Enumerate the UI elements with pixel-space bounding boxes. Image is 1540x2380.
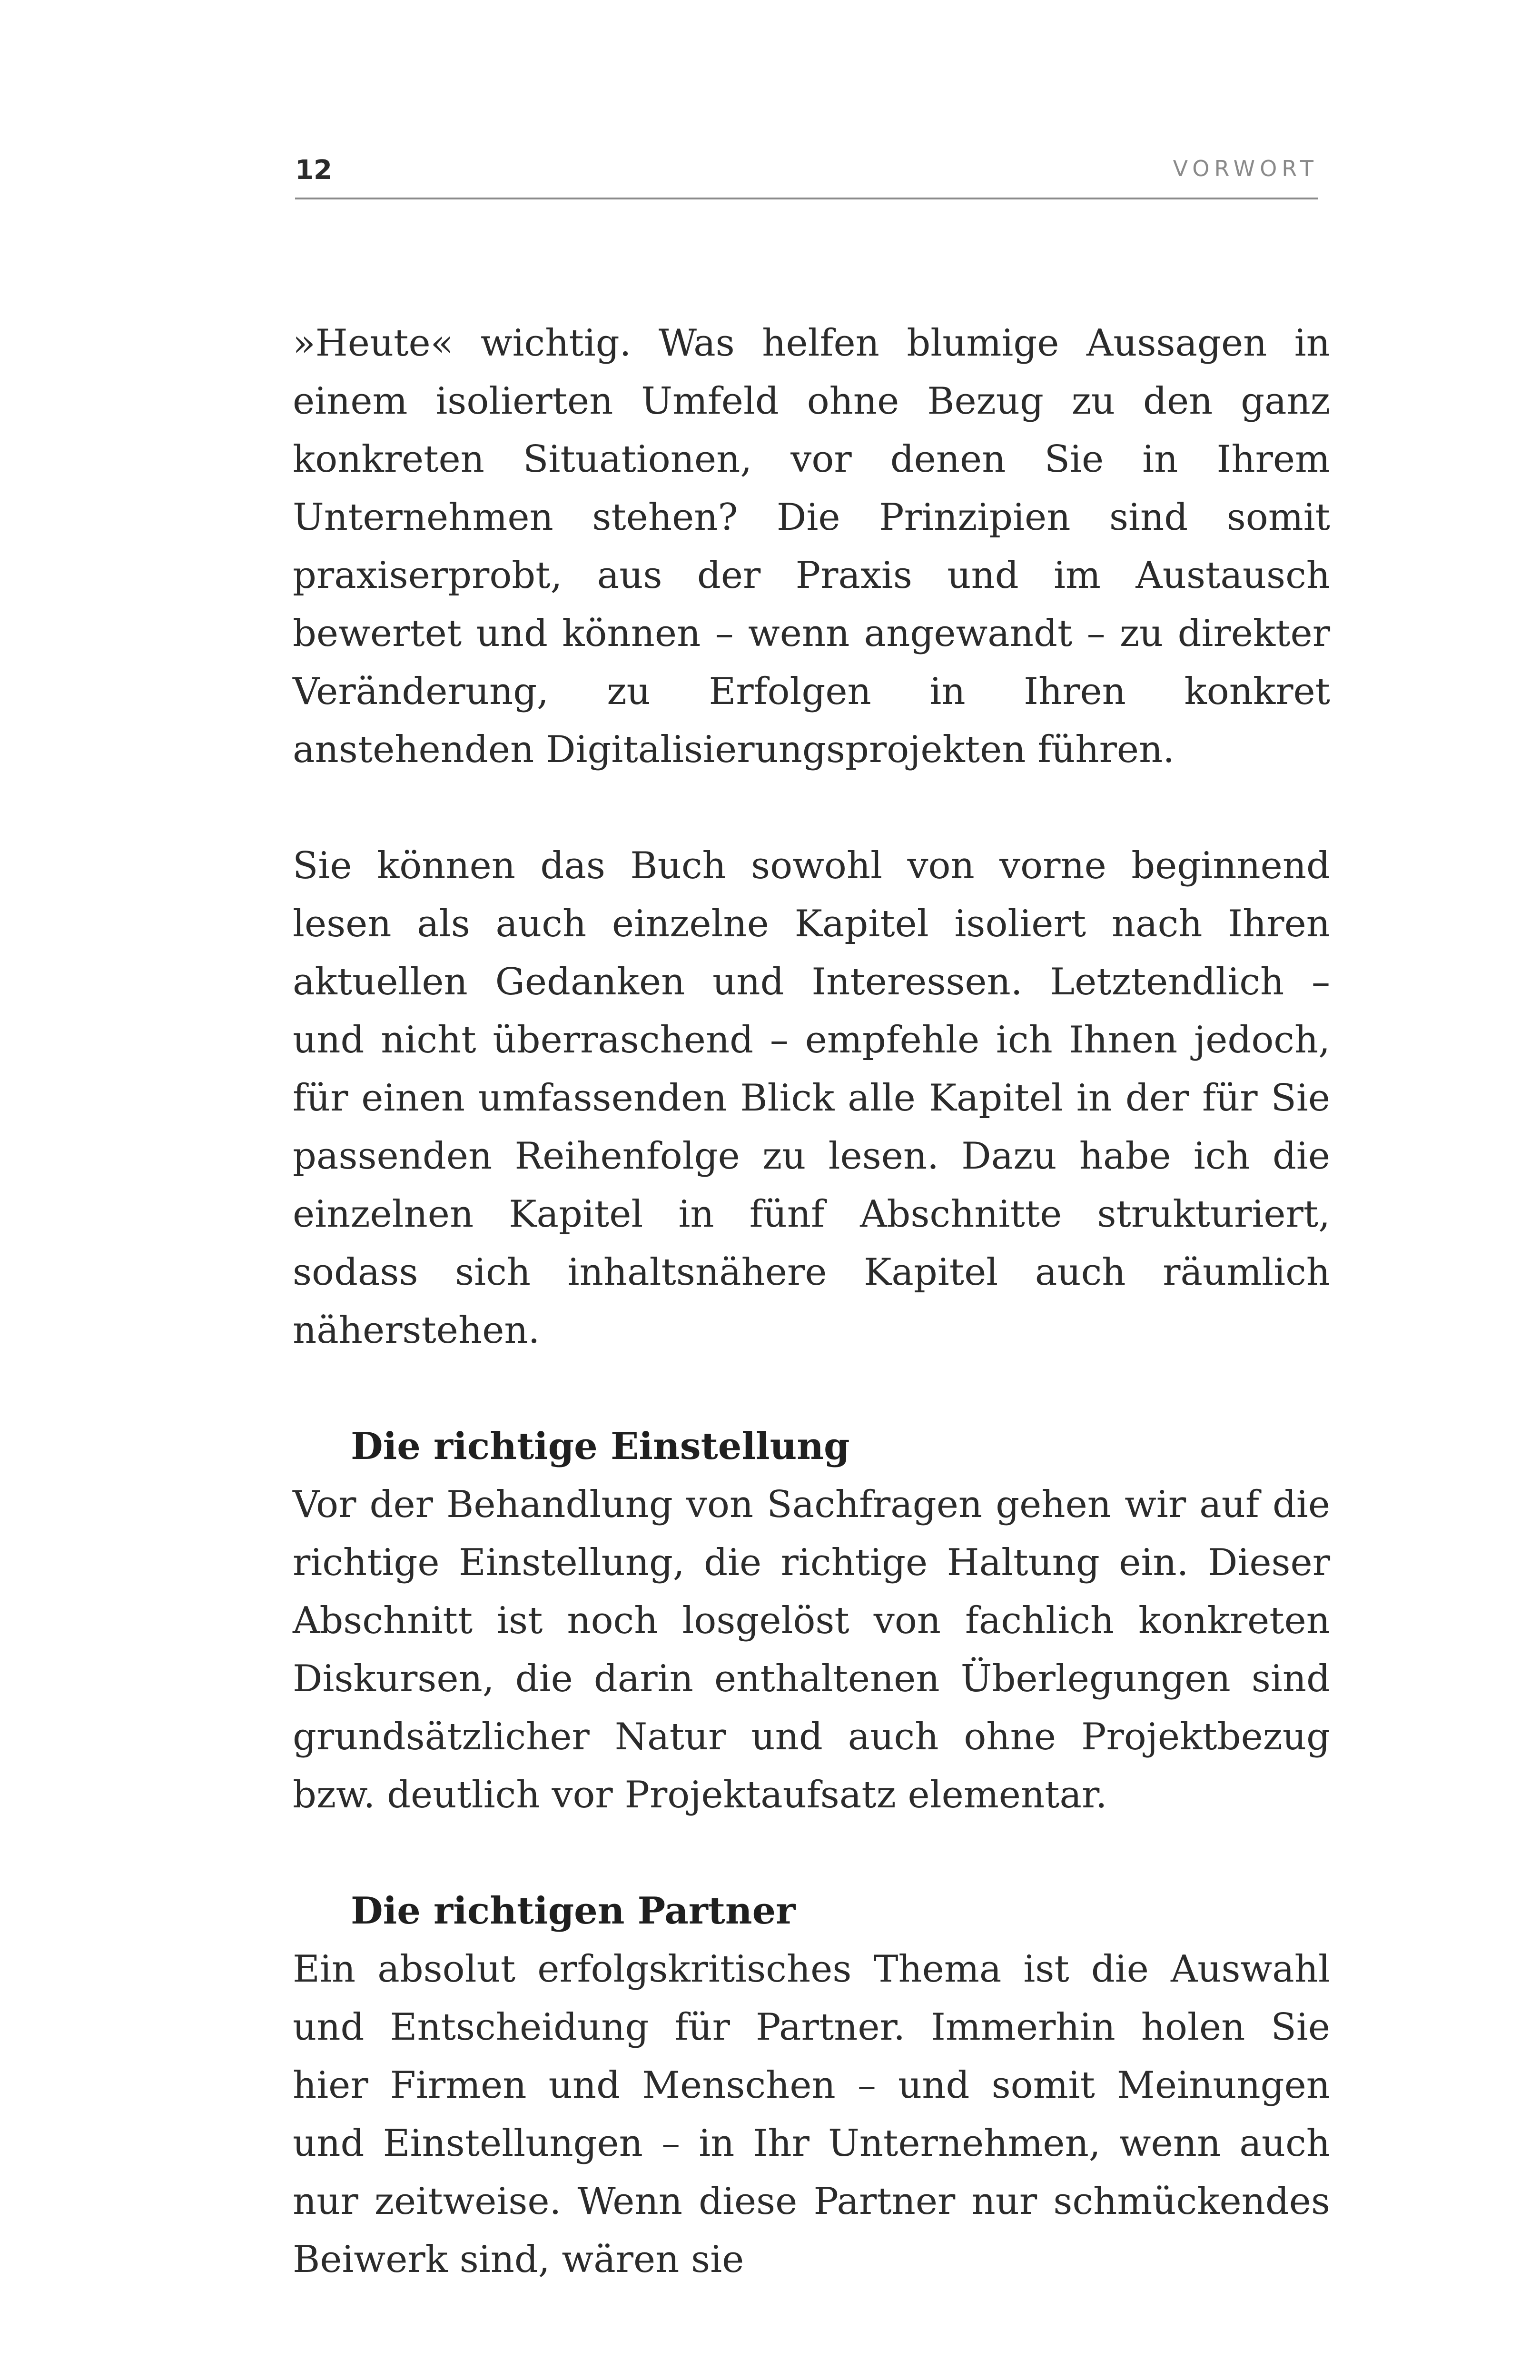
page-header	[295, 150, 1318, 199]
paragraph-intro-continuation: »Heute« wichtig. Was helfen blumige Aussagen in einem isolierten Umfeld ohne Bezug zu den ganz konkreten Situationen, vor denen Sie in Ihrem Unternehmen stehen? Die Prinzipien sind somit praxiserprobt, aus der Praxis und im Austausch bewertet und können – wenn angewandt – zu direkter Veränderung, zu Erfolgen in Ihren konkret anstehenden Digitalisierungsprojekten führen.	[293, 322, 1330, 771]
section-text: Ein absolut erfolgskritisches Thema ist die Auswahl und Entscheidung für Partner. Immerhin holen Sie hier Firmen und Menschen – und somit Meinungen und Einstellungen – in Ihr Unternehmen, wenn auch nur zeitweise. Wenn diese Partner nur schmückendes Beiwerk sind, wären sie	[293, 1948, 1330, 2281]
running-head: VORWORT	[1173, 156, 1318, 181]
section-einstellung	[293, 1418, 1330, 1824]
section-heading: Die richtigen Partner	[351, 1889, 796, 1933]
section-heading: Die richtige Einstellung	[351, 1425, 850, 1468]
section-partner	[293, 1882, 1330, 2289]
paragraph-reading-guide: Sie können das Buch sowohl von vorne beginnend lesen als auch einzelne Kapitel isoliert nach Ihren aktuellen Gedanken und Interessen. Letztendlich – und nicht überraschend – empfehle ich Ihnen jedoch, für einen umfassenden Blick alle Kapitel in der für Sie passenden Reihenfolge zu lesen. Dazu habe ich die einzelnen Kapitel in fünf Abschnitte strukturiert, sodass sich inhaltsnähere Kapitel auch räumlich näherstehen.	[293, 844, 1330, 1352]
page-number: 12	[295, 155, 332, 186]
section-text: Vor der Behandlung von Sachfragen gehen wir auf die richtige Einstellung, die richtige Haltung ein. Dieser Abschnitt ist noch losgelöst von fachlich konkreten Diskursen, die darin enthaltenen Überlegungen sind grundsätzlicher Natur und auch ohne Projektbezug bzw. deutlich vor Projektaufsatz elementar.	[293, 1483, 1330, 1816]
page-body	[293, 314, 1330, 2289]
